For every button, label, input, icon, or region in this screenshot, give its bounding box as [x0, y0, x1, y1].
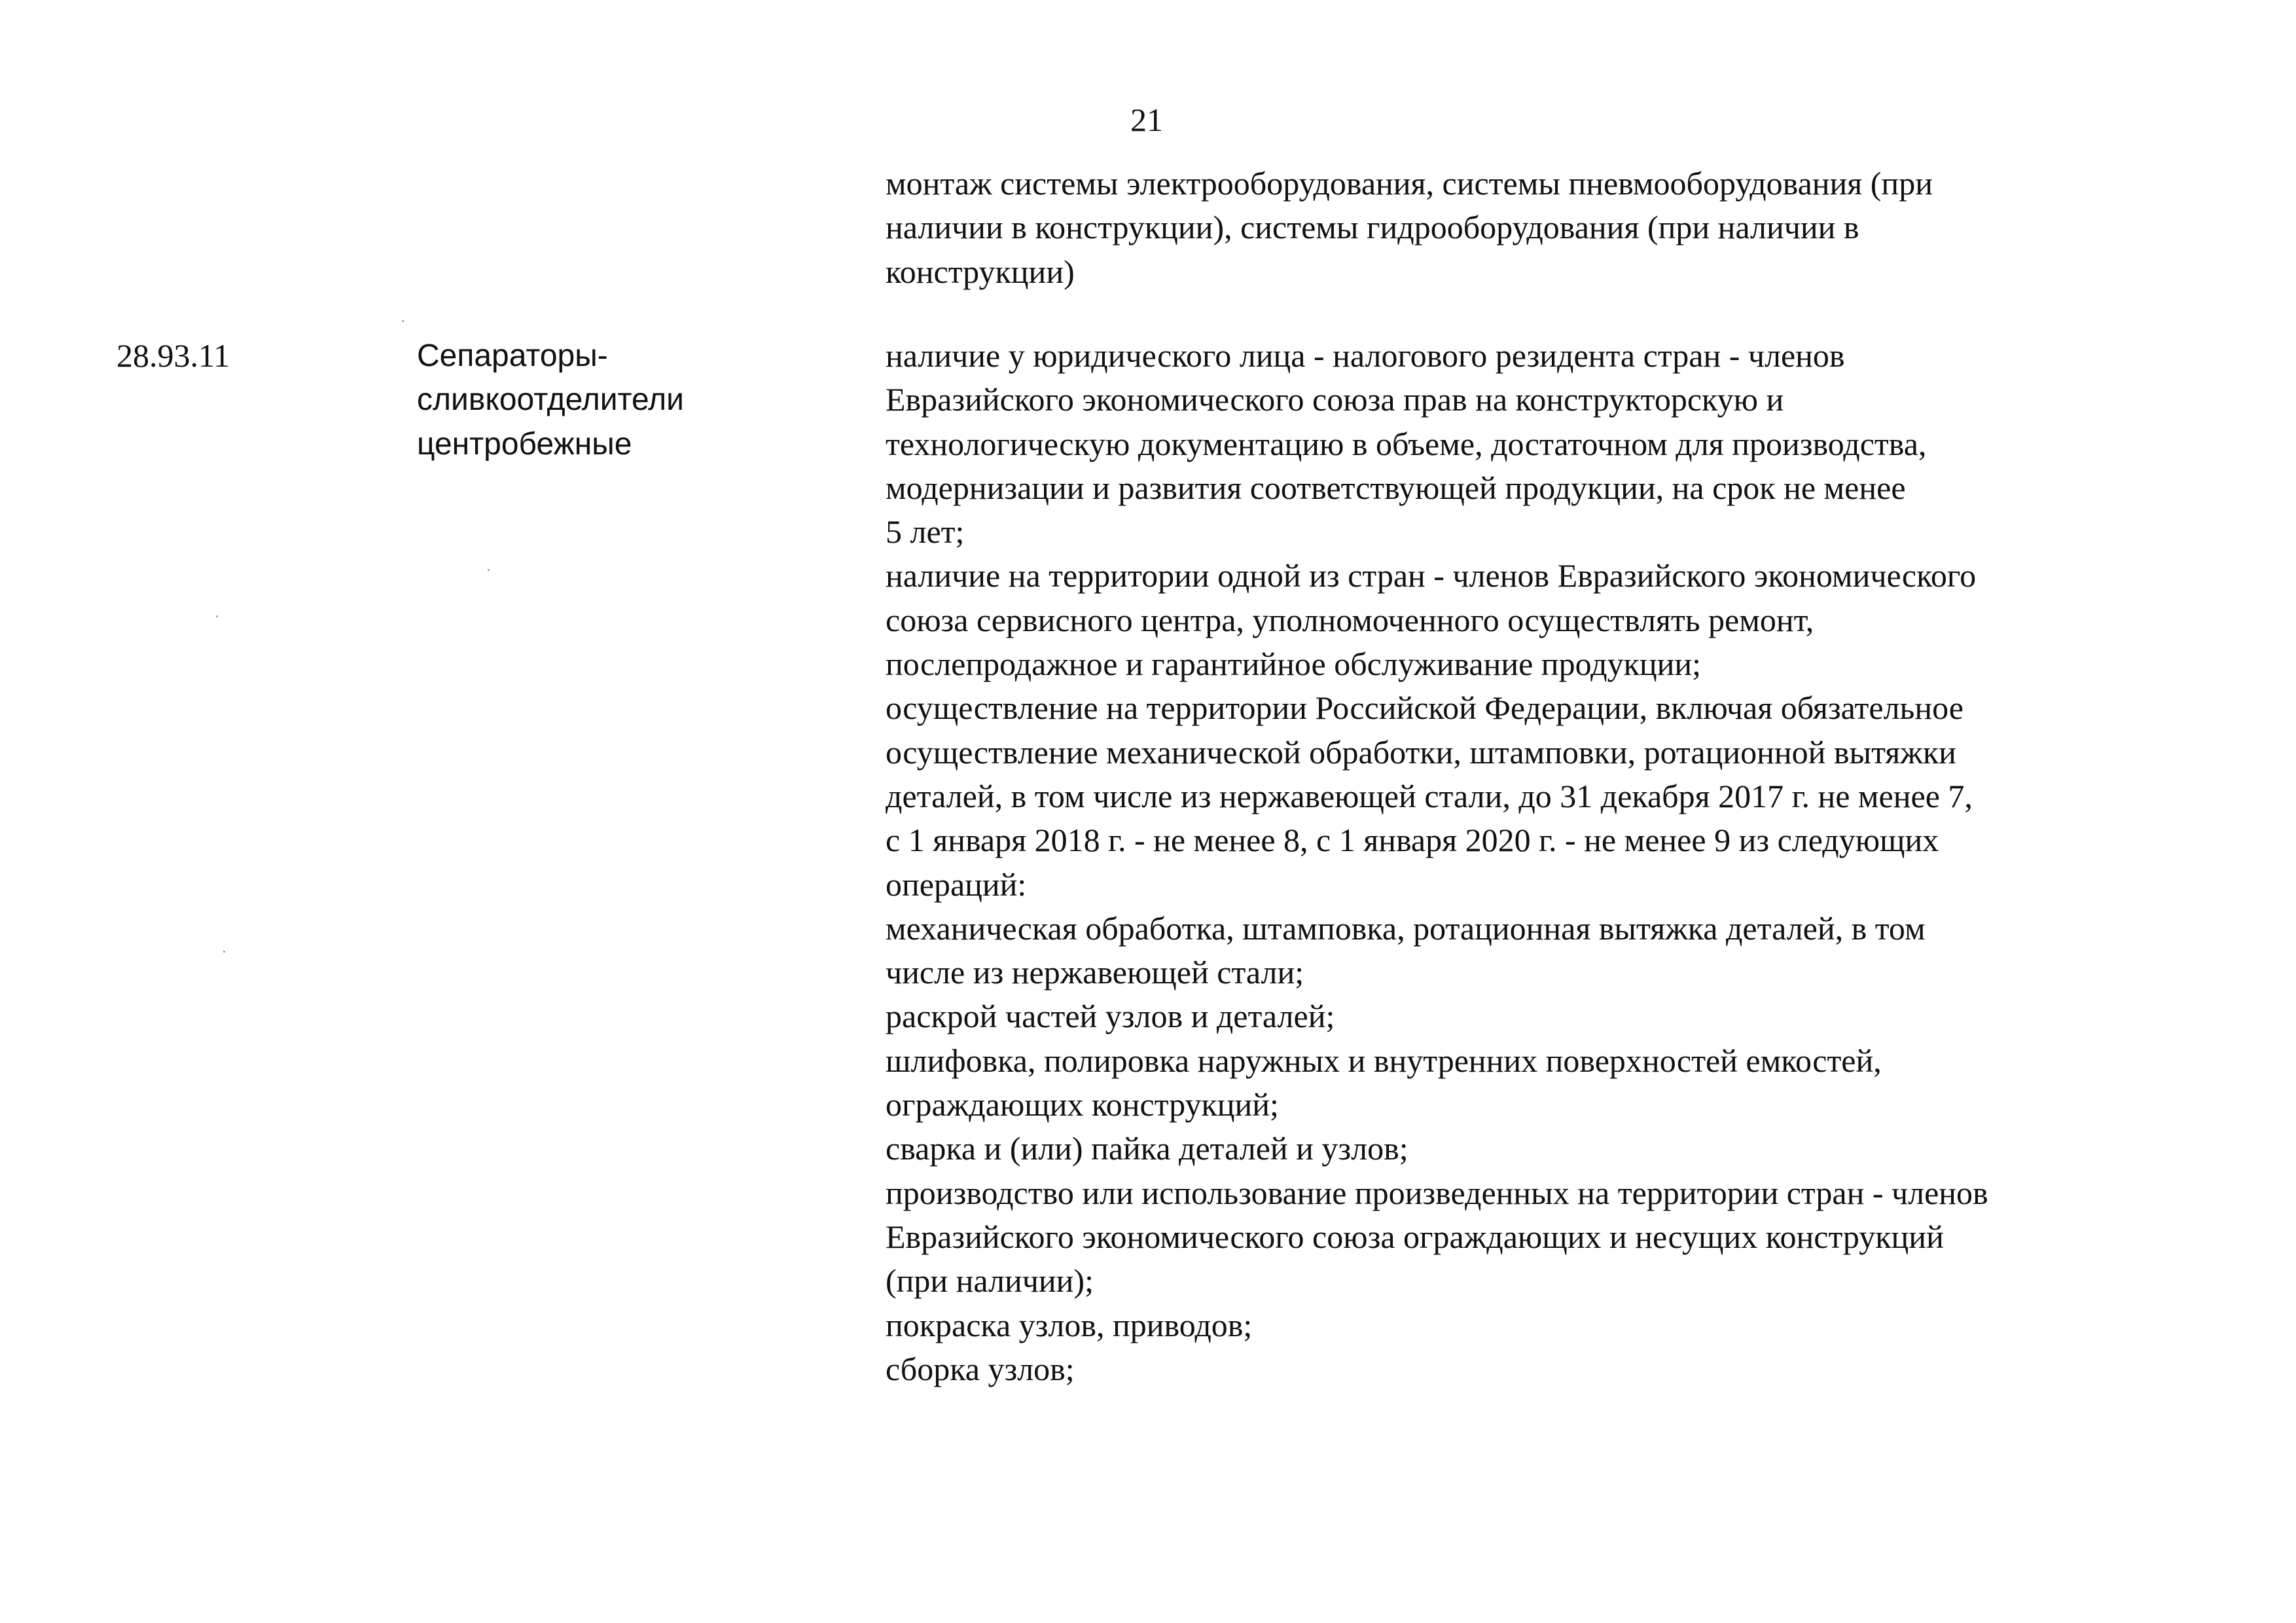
scan-speck: [488, 569, 490, 571]
text-line: раскрой частей узлов и деталей;: [886, 998, 1335, 1035]
text-line: (при наличии);: [886, 1262, 1094, 1300]
text-line: деталей, в том числе из нержавеющей стали, до 31 декабря 2017 г. не менее 7,: [886, 777, 1973, 814]
page-number: 21: [1130, 101, 1163, 138]
text-line: осуществление на территории Российской Федерации, включая обязательное: [886, 689, 1964, 727]
text-line: наличие на территории одной из стран - членов Евразийского экономического: [886, 557, 1977, 594]
continued-requirement-text: [886, 162, 2191, 294]
text-line: операций:: [886, 866, 1027, 903]
scan-speck: [216, 615, 218, 617]
text-line: Сепараторы-: [417, 338, 608, 373]
text-line: конструкции): [886, 253, 1075, 290]
text-line: наличие у юридического лица - налогового резидента стран - членов: [886, 337, 1845, 374]
text-line: с 1 января 2018 г. - не менее 8, с 1 января 2020 г. - не менее 9 из следующих: [886, 822, 1939, 859]
text-line: модернизации и развития соответствующей продукции, на срок не менее: [886, 469, 1906, 506]
scan-speck: [402, 320, 404, 322]
text-line: 5 лет;: [886, 513, 965, 551]
text-line: союза сервисного центра, уполномоченного осуществлять ремонт,: [886, 601, 1814, 638]
product-name: [417, 334, 684, 466]
text-line: наличии в конструкции), системы гидрооборудования (при наличии в: [886, 209, 1859, 246]
text-line: центробежные: [417, 426, 632, 462]
text-line: покраска узлов, приводов;: [886, 1306, 1253, 1343]
text-line: технологическую документацию в объеме, достаточном для производства,: [886, 425, 1927, 462]
text-line: числе из нержавеющей стали;: [886, 954, 1304, 991]
text-line: шлифовка, полировка наружных и внутренних поверхностей емкостей,: [886, 1042, 1882, 1079]
text-line: монтаж системы электрооборудования, системы пневмооборудования (при: [886, 165, 1933, 202]
text-line: ограждающих конструкций;: [886, 1086, 1279, 1123]
scan-speck: [223, 951, 225, 953]
product-code: 28.93.11: [117, 337, 230, 374]
text-line: производство или использование произведенных на территории стран - членов: [886, 1174, 1988, 1211]
text-line: осуществление механической обработки, штамповки, ротационной вытяжки: [886, 733, 1956, 771]
text-line: сливкоотделители: [417, 382, 684, 418]
text-line: Евразийского экономического союза прав на конструкторскую и: [886, 381, 1784, 418]
text-line: Евразийского экономического союза ограждающих и несущих конструкций: [886, 1218, 1944, 1255]
product-requirements: [886, 334, 2191, 1391]
text-line: послепродажное и гарантийное обслуживание продукции;: [886, 646, 1702, 683]
text-line: сварка и (или) пайка деталей и узлов;: [886, 1130, 1408, 1167]
text-line: механическая обработка, штамповка, ротационная вытяжка деталей, в том: [886, 909, 1926, 947]
text-line: сборка узлов;: [886, 1350, 1075, 1387]
